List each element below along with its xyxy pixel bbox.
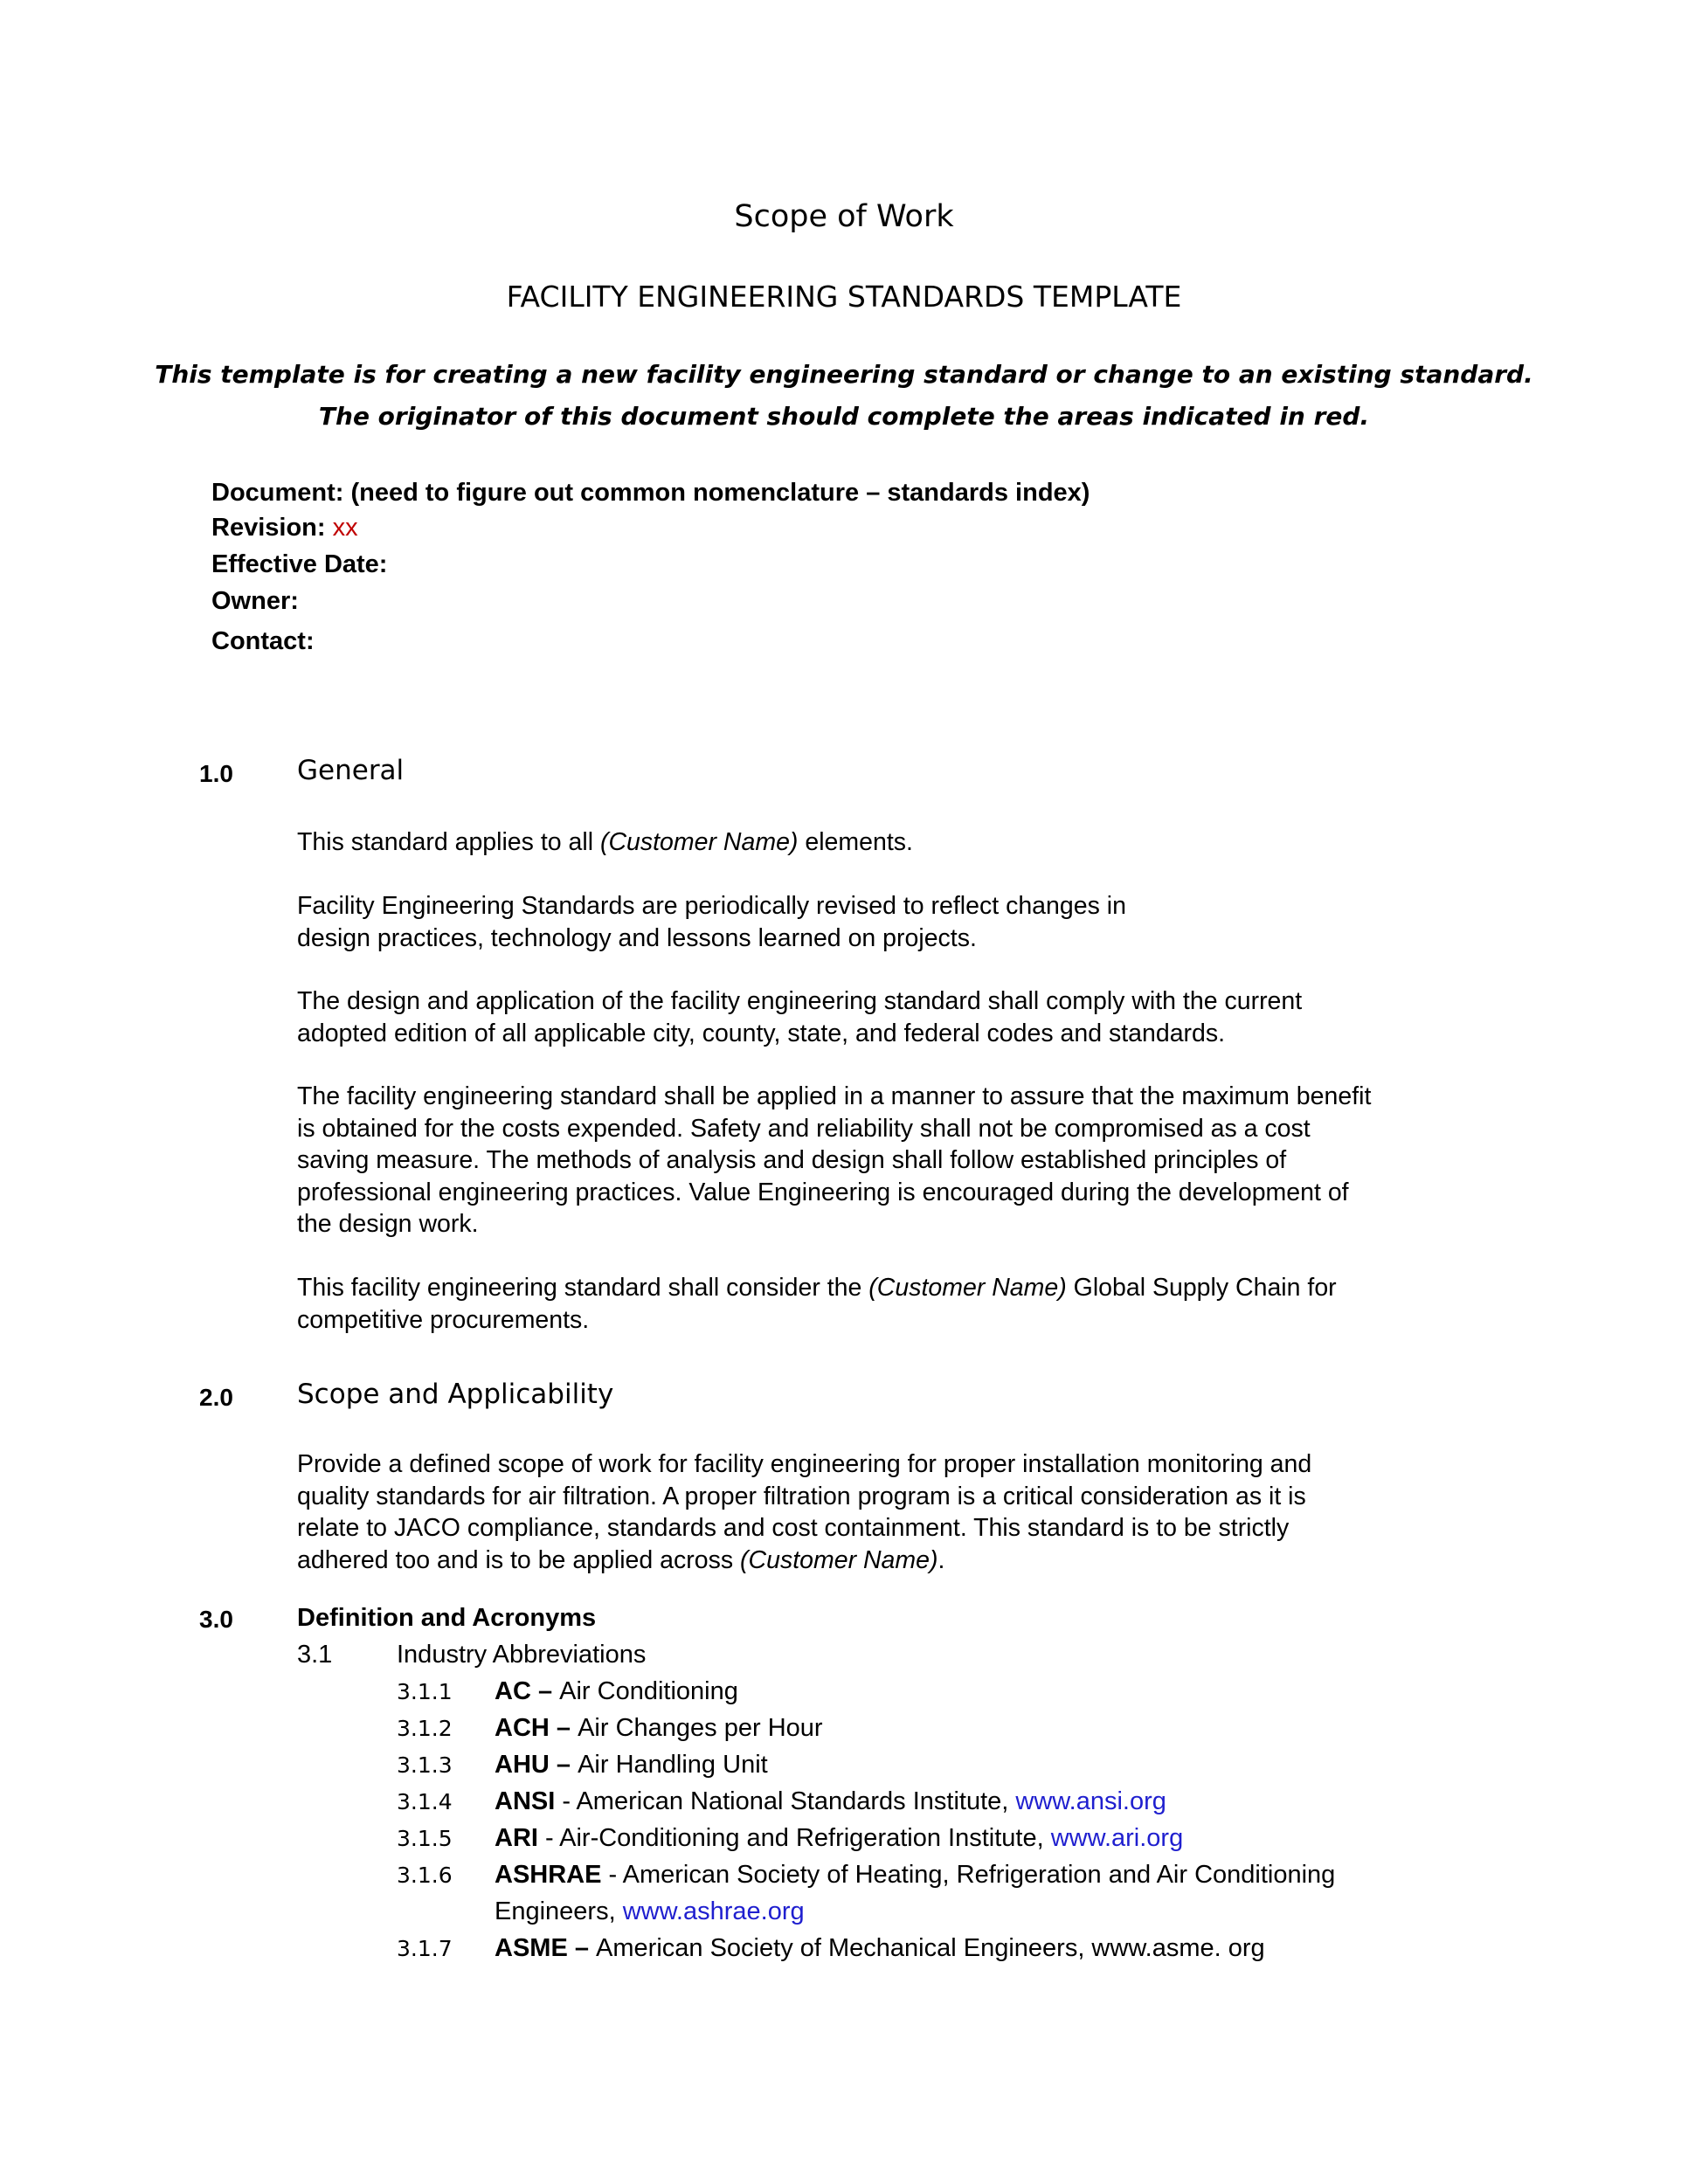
section-2-heading: Scope and Applicability xyxy=(297,1379,614,1410)
document-title: Scope of Work xyxy=(734,199,954,234)
section-1-heading: General xyxy=(297,755,405,786)
section-2-number: 2.0 xyxy=(199,1384,233,1411)
definition-number: 3.1.1 xyxy=(397,1679,453,1704)
definition-number: 3.1.3 xyxy=(397,1752,453,1778)
document-subtitle: FACILITY ENGINEERING STANDARDS TEMPLATE xyxy=(506,280,1182,314)
general-paragraph-2: Facility Engineering Standards are periodically revised to reflect changes in design practices, technology and lessons learned on projects. xyxy=(297,892,1126,952)
ashrae-link[interactable]: www.ashrae.org xyxy=(622,1897,805,1925)
document-field: Document: (need to figure out common nomenclature – standards index) xyxy=(211,479,1090,507)
general-paragraph-5: This facility engineering standard shall consider the (Customer Name) Global Supply Chain for competitive procurements. xyxy=(297,1274,1337,1334)
general-paragraph-4: The facility engineering standard shall be applied in a manner to assure that the maximum benefit is obtained for the costs expended. Safety and reliability shall not be compromised as a cost saving measure. The methods of analysis and design shall follow established principles of professional engineering practices. Value Engineering is encouraged during the development of the design work. xyxy=(297,1082,1372,1238)
ari-link[interactable]: www.ari.org xyxy=(1050,1824,1184,1852)
revision-value: xx xyxy=(332,514,358,542)
definition-number: 3.1.6 xyxy=(397,1863,453,1888)
intro-line-1: This template is for creating a new facility engineering standard or change to an existing standard. xyxy=(155,360,1533,389)
scope-paragraph: Provide a defined scope of work for facility engineering for proper installation monitoring and quality standards for air filtration. A proper filtration program is a critical consideration as it is relate to JACO compliance, standards and cost containment. This standard is to be strictly adhered too and is to be applied across (Customer Name). xyxy=(297,1450,1312,1574)
section-1-number: 1.0 xyxy=(199,760,233,787)
revision-field xyxy=(211,514,358,543)
definition-number: 3.1.4 xyxy=(397,1789,453,1814)
owner-field: Owner: xyxy=(211,587,299,615)
definition-item-continuation: Engineers, www.ashrae.org xyxy=(495,1897,805,1925)
definition-item: ASHRAE - American Society of Heating, Refrigeration and Air Conditioning xyxy=(495,1861,1336,1889)
definition-item: AHU – Air Handling Unit xyxy=(495,1751,768,1779)
subsection-3-1-number: 3.1 xyxy=(297,1641,333,1669)
customer-name-placeholder: (Customer Name) xyxy=(868,1274,1067,1302)
ansi-link[interactable]: www.ansi.org xyxy=(1015,1787,1166,1815)
effective-date-field: Effective Date: xyxy=(211,550,388,578)
contact-field: Contact: xyxy=(211,627,315,655)
definition-item: ACH – Air Changes per Hour xyxy=(495,1714,823,1742)
definition-item: ARI - Air-Conditioning and Refrigeration Institute, www.ari.org xyxy=(495,1824,1184,1852)
definition-number: 3.1.7 xyxy=(397,1936,453,1961)
customer-name-placeholder: (Customer Name) xyxy=(740,1545,938,1574)
definition-item: AC – Air Conditioning xyxy=(495,1677,738,1705)
general-paragraph-3: The design and application of the facility engineering standard shall comply with the current adopted edition of all applicable city, county, state, and federal codes and standards. xyxy=(297,987,1303,1047)
revision-label: Revision: xyxy=(211,514,326,542)
general-paragraph-1: This standard applies to all (Customer Name) elements. xyxy=(297,828,913,856)
customer-name-placeholder: (Customer Name) xyxy=(599,828,799,856)
definition-item: ANSI - American National Standards Institute, www.ansi.org xyxy=(495,1787,1166,1815)
definition-item: ASME – American Society of Mechanical Engineers, www.asme. org xyxy=(495,1934,1265,1962)
section-3-heading: Definition and Acronyms xyxy=(297,1604,597,1632)
subsection-3-1-heading: Industry Abbreviations xyxy=(397,1641,647,1669)
definition-number: 3.1.5 xyxy=(397,1826,453,1851)
intro-line-2: The originator of this document should complete the areas indicated in red. xyxy=(318,402,1370,431)
definition-number: 3.1.2 xyxy=(397,1716,453,1741)
section-3-number: 3.0 xyxy=(199,1606,233,1633)
